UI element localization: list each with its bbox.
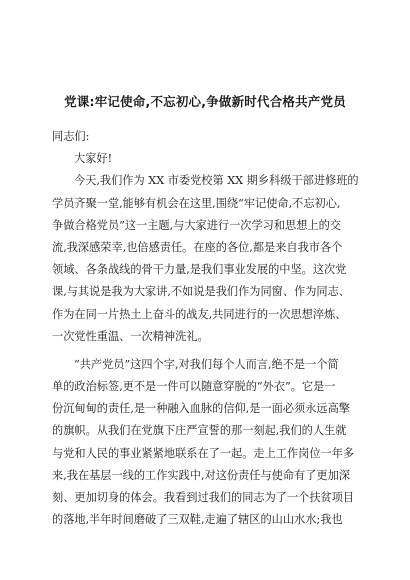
paragraph-line: 来,我在基层一线的工作实践中,对这份责任与使命有了更加深	[52, 468, 350, 482]
document-title: 党课:牢记使命,不忘初心,争做新时代合格共产党员	[64, 94, 346, 109]
salutation: 同志们:	[52, 130, 90, 143]
paragraph-line: “共产党员”这四个字,对我们每个人而言,绝不是一个简	[74, 357, 339, 371]
greeting: 大家好!	[74, 152, 113, 166]
paragraph-line: 争做合格党员”这一主题,与大家进行一次学习和思想上的交	[52, 218, 341, 232]
paragraph-line: 单的政治标签,更不是一件可以随意穿脱的“外衣”。它是一	[52, 380, 336, 394]
document-body	[52, 126, 362, 531]
paragraph-line: 的旗帜。从我们在党旗下庄严宣誓的那一刻起,我们的人生就	[52, 424, 347, 438]
paragraph-line: 流,我深感荣幸,也倍感责任。在座的各位,都是来自我市各个	[52, 240, 343, 254]
paragraph-line: 一次党性重温、一次精神洗礼。	[52, 329, 209, 343]
paragraph-line: 份沉甸甸的责任,是一种融入血脉的信仰,是一面必须永远高擎	[52, 402, 350, 416]
paragraph-line: 的落地,半年时间磨破了三双鞋,走遍了辖区的山山水水;我也	[52, 513, 343, 527]
paragraph-line: 与党和人民的事业紧紧地联系在了一起。走上工作岗位一年多	[52, 446, 355, 460]
paragraph-line: 今天,我们作为 XX 市委党校第 XX 期乡科级干部进修班的	[74, 174, 359, 188]
paragraph-line: 学员齐聚一堂,能够有机会在这里,围绕“牢记使命,不忘初心,	[52, 196, 341, 210]
paragraph-line: 作为在同一片热土上奋斗的战友,共同进行的一次思想淬炼、	[52, 307, 347, 321]
paragraph-line: 刻、更加切身的体会。我看到过我们的同志为了一个扶贫项目	[52, 491, 355, 504]
paragraph-line: 领域、各条战线的骨干力量,是我们事业发展的中坚。这次党	[52, 263, 347, 277]
paragraph-line: 课,与其说是我为大家讲,不如说是我们作为同窗、作为同志、	[52, 285, 350, 299]
